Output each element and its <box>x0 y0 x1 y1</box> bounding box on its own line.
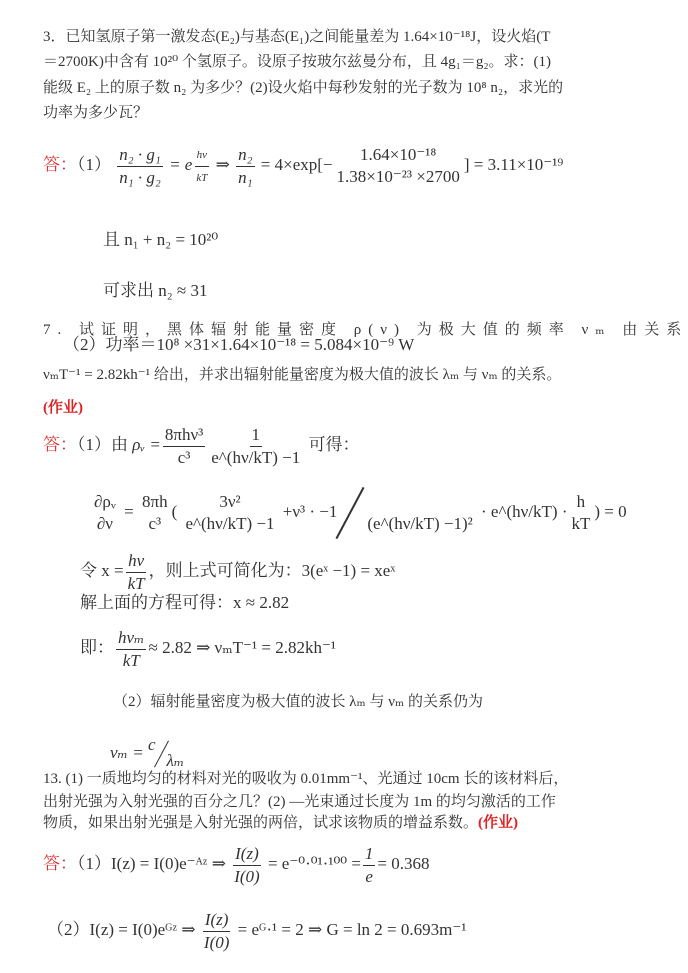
denominator: λₘ <box>166 751 185 770</box>
q7-solve: 解上面的方程可得：x ≈ 2.82 <box>80 593 290 612</box>
numerator: 1 <box>363 843 376 866</box>
implies: ⇒ <box>215 155 230 174</box>
division-slash <box>336 487 365 539</box>
denominator: kT <box>127 573 145 593</box>
fraction <box>92 491 118 535</box>
text: 可得： <box>308 435 360 454</box>
fraction <box>363 843 376 888</box>
text: ≈ 2.82 ⇒ νₘT⁻¹ = 2.82kh⁻¹ <box>148 638 337 657</box>
fraction <box>569 491 592 535</box>
answer-label: 答： <box>43 155 77 174</box>
expression: +ν³ · −1 <box>282 502 338 521</box>
q7-answer-1 <box>43 415 360 475</box>
q3-line-3: 能级 E₂ 上的原子数 n₂ 为多少？(2)设火焰中每秒发射的光子数为 10⁸ n₂，求光的 <box>43 80 564 96</box>
fraction <box>202 909 231 954</box>
text: 令 x = <box>80 561 124 580</box>
fraction <box>140 491 170 535</box>
text: 物质，如果出射光强是入射光强的两倍，试求该物质的增益系数。 <box>43 815 479 831</box>
fraction <box>335 144 462 188</box>
fraction <box>365 491 474 535</box>
q3-eq3: 可求出 n₂ ≈ 31 <box>103 281 208 300</box>
denominator: n₁ · g₂ <box>119 167 161 187</box>
q3-eq2: 且 n₁ + n₂ = 10²⁰ <box>103 230 219 249</box>
fraction <box>126 550 147 595</box>
denominator: c³ <box>148 514 162 534</box>
q13-line-2: 出射光强为入射光强的百分之几？(2) —光束通过长度为 1m 的均匀激活的工作 <box>43 794 556 810</box>
denominator: e^(hν/kT) −1 <box>211 447 301 467</box>
denominator: c³ <box>177 447 191 467</box>
text: νₘ = <box>110 743 144 762</box>
q3-line-2: ＝2700K)中含有 10²⁰ 个氢原子。设原子按玻尔兹曼分布，且 4g₁＝g₂。求：(1) <box>43 54 552 70</box>
numerator: ∂ρᵥ <box>94 492 116 512</box>
text: 即： <box>80 638 114 657</box>
q7-line-2: νₘT⁻¹ = 2.82kh⁻¹ 给出，并求出辐射能量密度为极大值的波长 λₘ 与 νₘ 的关系。 <box>43 367 562 383</box>
numerator: 8πh <box>141 492 168 512</box>
text: （1）由 <box>77 435 128 454</box>
exp-base: = e <box>169 155 193 174</box>
denominator: I(0) <box>234 866 260 886</box>
q7-derivative: ∂ρᵥ ∂ν = 8πh c³ ( 3ν² e^(hν/kT) −1 +ν³ · −1 (e^(hν/kT) −1)² · e^(hν/kT) · h kT ) = 0 <box>90 480 627 544</box>
expression: = 4×exp[− <box>260 155 333 174</box>
denominator: I(0) <box>203 932 230 952</box>
answer-label: 答： <box>43 435 77 454</box>
q7-line-1: 7. 试证明，黑体辐射能量密度 ρ(ν) 为极大值的频率 νₘ 由关系 <box>43 322 688 338</box>
denominator: 1.38×10⁻²³ ×2700 <box>336 167 460 187</box>
fraction <box>232 843 261 888</box>
fraction <box>163 424 205 469</box>
numerator: n₂ <box>236 144 254 167</box>
numerator: I(z) <box>233 843 261 866</box>
rho: ρᵥ = <box>132 435 161 454</box>
denominator: kT <box>122 650 140 670</box>
text: （1）I(z) = I(0)e⁻ᴬᶻ ⇒ <box>77 854 226 873</box>
result: ] = 3.11×10⁻¹⁹ <box>463 155 564 174</box>
q7-ie <box>80 622 336 674</box>
answer-label: 答： <box>43 854 77 873</box>
numerator: h <box>576 492 586 512</box>
denominator: n₁ <box>238 167 253 187</box>
text: = 0.368 <box>377 854 430 873</box>
fraction <box>117 144 163 189</box>
numerator: hν <box>126 550 146 573</box>
fraction <box>236 144 254 189</box>
part-label: （1） <box>77 155 111 174</box>
q7-part2: （2）辐射能量密度为极大值的波长 λₘ 与 νₘ 的关系仍为 <box>113 694 483 710</box>
expression: ) = 0 <box>594 502 627 521</box>
fraction <box>184 491 277 535</box>
q13-line-3 <box>43 813 518 833</box>
numerator: 1 <box>250 424 263 447</box>
text: ，则上式可简化为：3(eˣ −1) = xeˣ <box>148 561 396 580</box>
q13-answer-2 <box>47 904 466 956</box>
numerator: 3ν² <box>219 492 241 512</box>
numerator: 1.64×10⁻¹⁸ <box>360 145 437 165</box>
text: = eᴳ·¹ = 2 ⇒ G = ln 2 = 0.693m⁻¹ <box>237 920 467 939</box>
text: = e⁻⁰·⁰¹·¹⁰⁰ = <box>267 854 361 873</box>
numerator: n₂ · g₁ <box>117 144 163 167</box>
numerator: I(z) <box>203 909 231 932</box>
numerator: c <box>147 735 156 754</box>
denominator: ∂ν <box>96 514 113 534</box>
numerator: hν <box>195 144 209 167</box>
q3-line-4: 功率为多少瓦？ <box>43 105 149 121</box>
numerator: 8πhν³ <box>163 424 205 447</box>
denominator: (e^(hν/kT) −1)² <box>367 514 473 534</box>
denominator: e <box>365 866 373 886</box>
fraction <box>116 627 146 672</box>
numerator: hνₘ <box>116 627 146 650</box>
denominator: kT <box>196 172 208 184</box>
q13-answer-1 <box>43 838 430 890</box>
q3-line-1: 3．已知氢原子第一激发态(E₂)与基态(E₁)之间能量差为 1.64×10⁻¹⁸J，设火焰(T <box>43 29 551 45</box>
homework-tag: (作业) <box>43 400 83 416</box>
q3-answer-1 <box>43 125 563 205</box>
denominator: e^(hν/kT) −1 <box>185 514 275 534</box>
q13-line-1: 13. (1) 一质地均匀的材料对光的吸收为 0.01mm⁻¹、光通过 10cm 长的该材料后， <box>43 771 569 787</box>
fraction <box>209 424 302 469</box>
expression: · e^(hν/kT) · <box>481 502 568 521</box>
exponent-fraction <box>194 144 209 189</box>
q7-let <box>80 545 395 597</box>
homework-tag: (作业) <box>478 815 519 831</box>
text: （2）I(z) = I(0)eᴳᶻ ⇒ <box>47 920 196 939</box>
denominator: kT <box>571 514 591 534</box>
q3-part2: （2）功率＝10⁸ ×31×1.64×10⁻¹⁸ = 5.084×10⁻⁹ W <box>63 335 415 354</box>
